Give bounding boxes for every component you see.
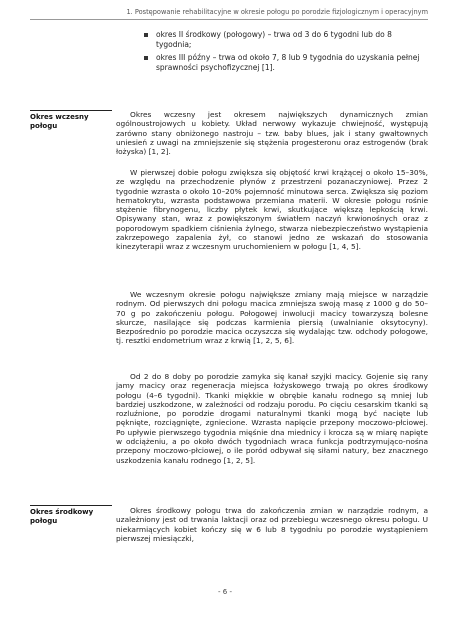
paragraph: Okres wczesny jest okresem największych dynamicznych zmian ogólnoustrojowych u kobiety. Układ nerwowy wykazuje chwiejność, występują zarówno stany obniżonego nastroju – tzw. baby blues, jak i stany gwałtownych uniesień z uwagi na zmniejszenie się stężenia progesteronu oraz estrogenów (brak łożyska) [1, 2]. xyxy=(116,110,428,157)
paragraph: Od 2 do 8 doby po porodzie zamyka się kanał szyjki macicy. Gojenie się rany jamy macicy oraz regeneracja miejsca łożyskowego trwają po okres środkowy połogu (4–6 tygodni). Tkanki miękkie w obrębie kanału rodnego są mniej lub bardziej uszkodzone, w zależności od rodzaju porodu. Po cięciu cesarskim tkanki są rozluźnione, po porodzie drogami naturalnymi tkanki mogą być nacięte lub pęknięte, rozciągnięte, zgniecione. Wzrasta napięcie przepony moczowo-płciowej. Po upływie pierwszego tygodnia mięśnie dna miednicy i krocza są w miarę napięte w odciążeniu, a po około dwóch tygodniach wraca funkcja podtrzymująco-nośna przepony moczowo-płciowej, o ile poród odbywał się siłami natury, bez znacznego uszkodzenia kanału rodnego [1, 2, 5]. xyxy=(116,372,428,465)
section-label-early: Okres wczesny połogu xyxy=(30,110,112,130)
page-number: - 6 - xyxy=(218,588,232,596)
bullet-text: okres III późny – trwa od około 7, 8 lub 9 tygodnia do uzyskania pełnej sprawności psychofizycznej [1]. xyxy=(156,52,420,73)
square-bullet-icon xyxy=(144,56,148,60)
list-item xyxy=(142,53,422,74)
paragraph: W pierwszej dobie połogu zwiększa się objętość krwi krążącej o około 15–30%, ze względu na przechodzenie płynów z przestrzeni pozanaczyniowej. Przez 2 tygodnie wzrasta o około 10–20% pojemność minutowa serca. Zwiększa się poziom hematokrytu, wzrasta podstawowa przemiana materii. W okresie połogu rośnie stężenie fibrynogenu, liczby płytek krwi, skutkujące większą lepkością krwi. Opisywany stan, wraz z powiększonym światłem naczyń krwionośnych oraz z poporodowym spadkiem ciśnienia żylnego, stwarza niebezpieczeństwo wystąpienia zakrzepowego zapalenia żył, co stanowi jedno ze wskazań do stosowania kinezyterapii wraz z wczesnym uruchomieniem w połogu [1, 4, 5]. xyxy=(116,168,428,252)
section-label-middle: Okres środkowy połogu xyxy=(30,505,112,525)
paragraph: We wczesnym okresie połogu największe zmiany mają miejsce w narządzie rodnym. Od pierwszych dni połogu macica zmniejsza swoją masę z 1000 g do 50–70 g po zakończeniu połogu. Połogowej inwolucji macicy towarzyszą bolesne skurcze, nasilające się podczas karmienia piersią (uwalnianie oksytocyny). Bezpośrednio po porodzie macica oczyszcza się wydalając tzw. odchody połogowe, tj. resztki endometrium wraz z krwią [1, 2, 5, 6]. xyxy=(116,290,428,346)
square-bullet-icon xyxy=(144,33,148,37)
bullet-text: okres II środkowy (połogowy) – trwa od 3 do 6 tygodni lub do 8 tygodnia; xyxy=(156,30,392,50)
bullet-list xyxy=(142,30,422,76)
running-header: 1. Postępowanie rehabilitacyjne w okresie połogu po porodzie fizjologicznym i operacyjnym xyxy=(30,8,428,20)
list-item xyxy=(142,30,422,51)
paragraph: Okres środkowy połogu trwa do zakończenia zmian w narządzie rodnym, a uzależniony jest od trwania laktacji oraz od przebiegu wczesnego okresu połogu. U niekarmiących kobiet kończy się w 6 lub 8 tygodniu po porodzie wystąpieniem pierwszej miesiączki, xyxy=(116,506,428,543)
